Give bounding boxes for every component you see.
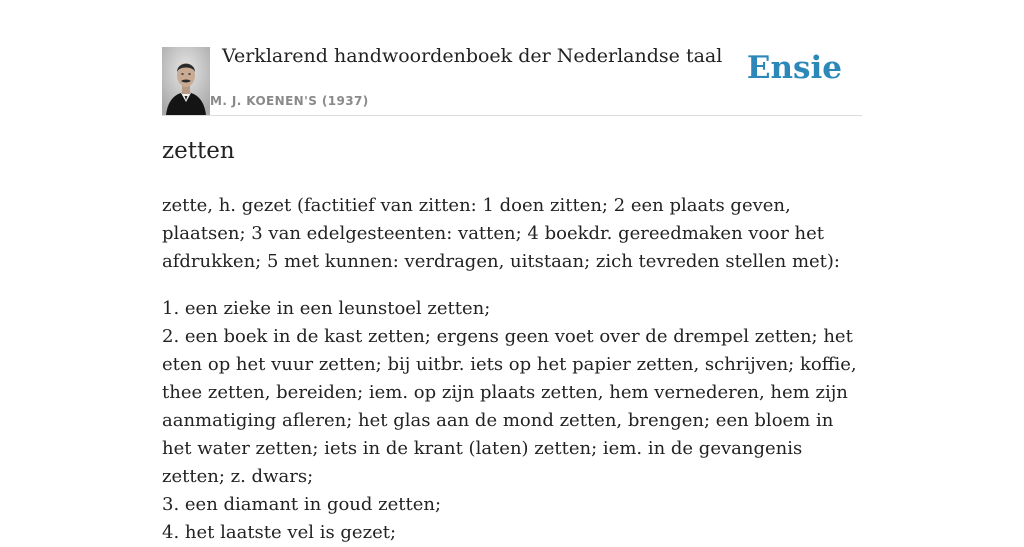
- sense-item: 1. een zieke in een leunstoel zetten;: [162, 298, 491, 319]
- book-title[interactable]: Verklarend handwoordenboek der Nederlandse taal: [222, 45, 723, 67]
- entry-definition: zette, h. gezet (factitief van zitten: 1 doen zitten; 2 een plaats geven, plaatsen; 3 van edelgesteenten: vatten; 4 boekdr. gereedmaken voor het afdrukken; 5 met kunnen: verdragen, uitstaan; zich tevreden stellen met):: [162, 195, 840, 272]
- sense-list: [162, 295, 862, 547]
- brand-logo-link[interactable]: Ensie: [746, 50, 842, 86]
- entry-body: [162, 192, 862, 547]
- sense-item: 3. een diamant in goud zetten;: [162, 494, 442, 515]
- entry-headword: zetten: [162, 138, 235, 164]
- author-portrait: [162, 47, 210, 115]
- site-header: [162, 40, 862, 116]
- book-subtitle: M. J. KOENEN'S (1937): [210, 94, 369, 108]
- author-portrait-image: [162, 47, 210, 115]
- sense-item: 2. een boek in de kast zetten; ergens geen voet over de drempel zetten; het eten op het vuur zetten; bij uitbr. iets op het papier zetten, schrijven; koffie, thee zetten, bereiden; iem. op zijn plaats zetten, hem vernederen, hem zijn aanmatiging afleren; het glas aan de mond zetten, brengen; een bloem in het water zetten; iets in de krant (laten) zetten; iem. in de gevangenis zetten; z. dwars;: [162, 326, 857, 487]
- sense-item: 4. het laatste vel is gezet;: [162, 522, 397, 543]
